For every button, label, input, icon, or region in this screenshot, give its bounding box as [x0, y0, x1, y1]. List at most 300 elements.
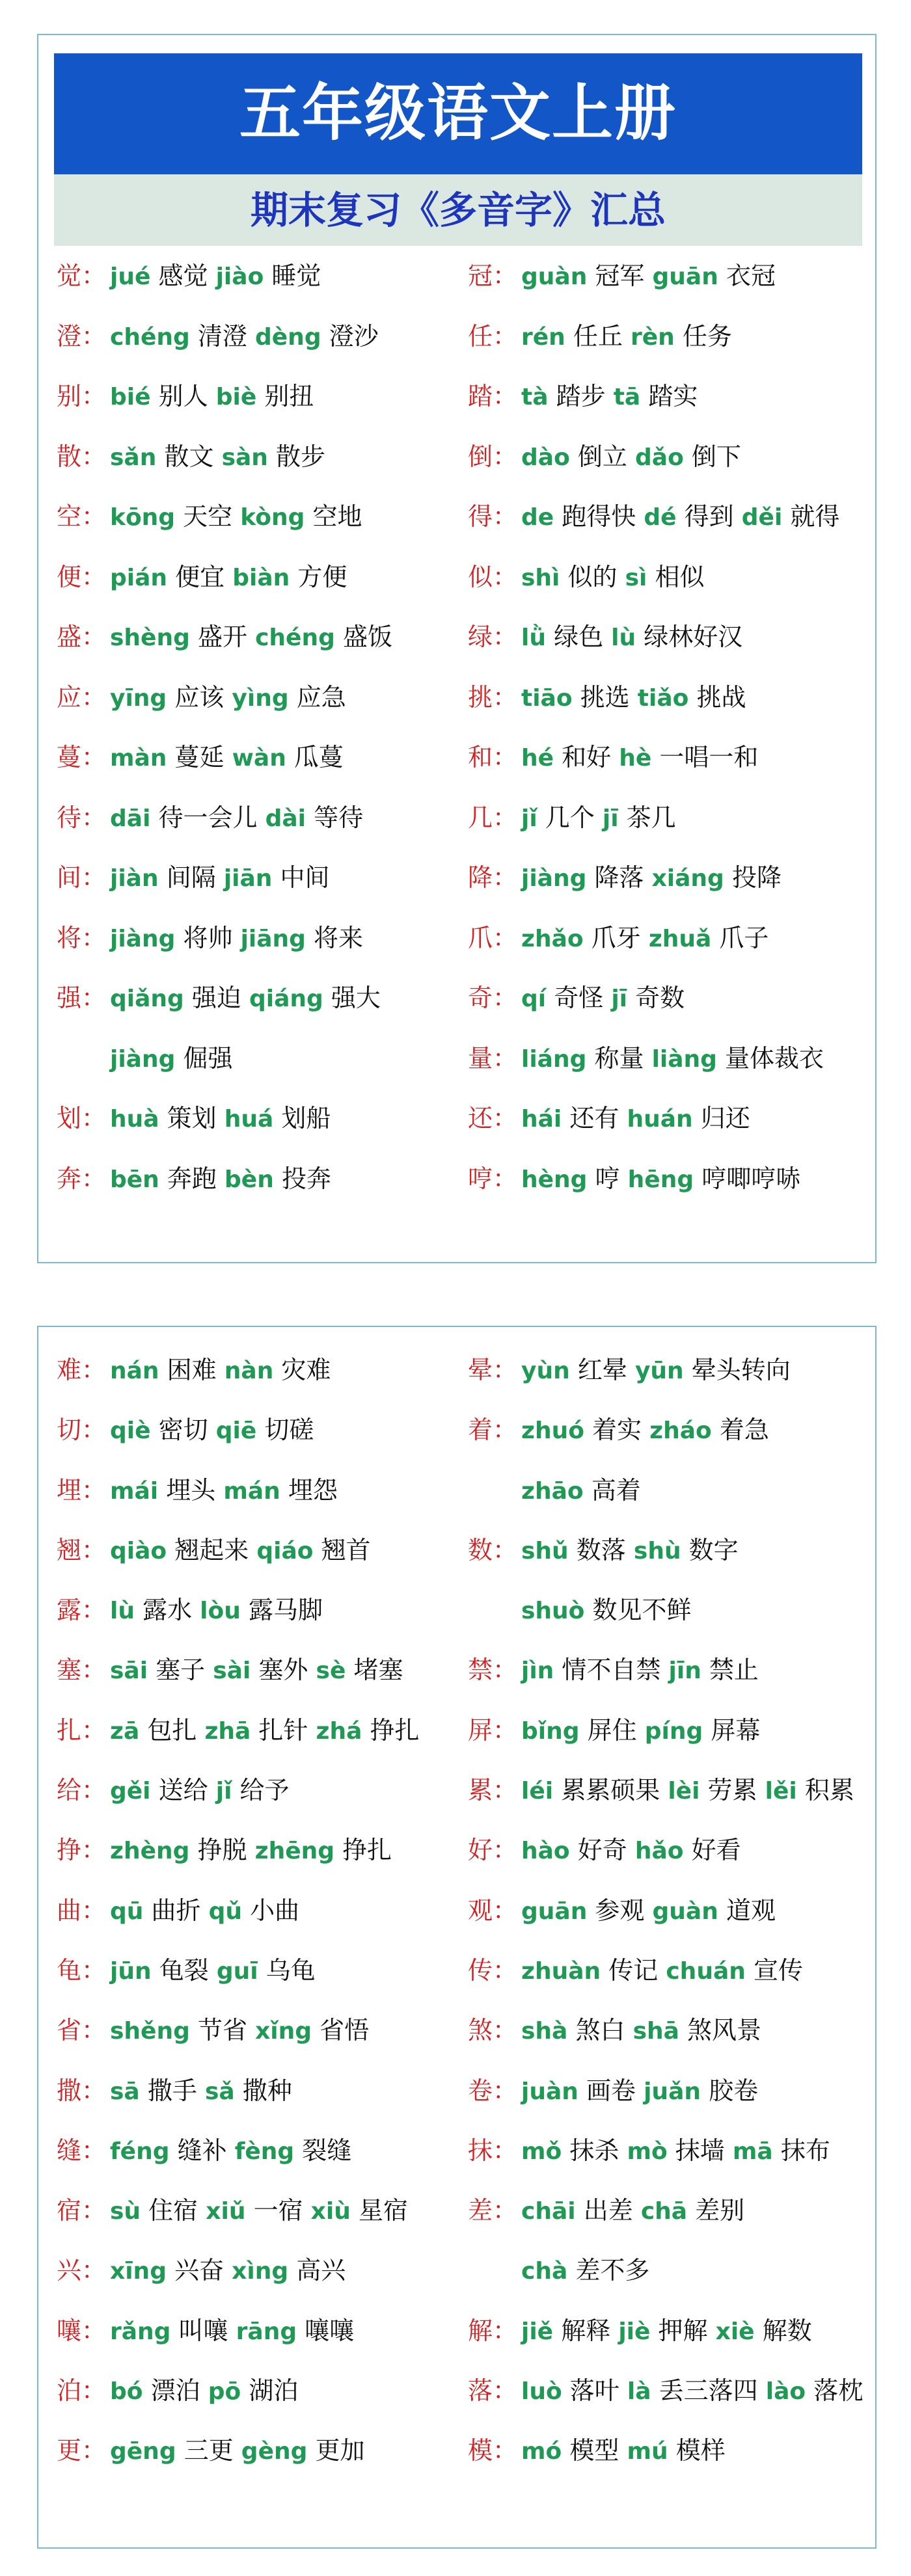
polyphone-entry [57, 1520, 460, 1580]
polyphone-char: 爪： [468, 923, 518, 952]
pinyin: shā [632, 2018, 679, 2045]
example-word: 量体裁衣 [725, 1043, 824, 1073]
pinyin: jūn [110, 1957, 152, 1985]
example-word: 切磋 [264, 1415, 314, 1445]
example-word: 晕头转向 [691, 1356, 791, 1384]
polyphone-char: 任： [468, 321, 518, 351]
pinyin: jiàng [110, 1045, 176, 1073]
pinyin: zhuó [521, 1417, 584, 1445]
polyphone-char: 龟： [57, 1955, 107, 1985]
polyphone-char: 数： [468, 1535, 518, 1564]
polyphone-char: 给： [57, 1776, 107, 1805]
example-word: 画卷 [586, 2076, 636, 2105]
example-word: 一宿 [253, 2196, 303, 2225]
right-column [468, 246, 871, 1209]
pinyin: guàn [521, 263, 588, 290]
example-word: 解数 [762, 2316, 812, 2345]
pinyin: rāng [236, 2318, 297, 2345]
pinyin: sù [110, 2198, 141, 2225]
polyphone-char: 兴： [57, 2256, 107, 2285]
polyphone-entry [468, 2180, 871, 2240]
polyphone-char: 和： [468, 743, 518, 771]
pinyin: nàn [224, 1358, 274, 1384]
example-word: 嚷嚷 [305, 2316, 355, 2345]
polyphone-char: 得： [468, 502, 518, 531]
pinyin: rèn [631, 323, 675, 351]
page-subtitle: 期末复习《多音字》汇总 [54, 174, 862, 246]
pinyin: dé [644, 504, 677, 531]
polyphone-entry [468, 1400, 871, 1460]
polyphone-entry [468, 1700, 871, 1760]
pinyin: jiàng [521, 865, 587, 892]
pinyin: lòu [200, 1598, 241, 1625]
example-word: 缝补 [177, 2136, 227, 2165]
example-word: 数见不鲜 [592, 1596, 692, 1625]
example-word: 数落 [576, 1535, 626, 1564]
example-word: 便宜 [175, 562, 225, 591]
pinyin: gěi [110, 1778, 151, 1805]
example-word: 塞子 [156, 1656, 206, 1685]
pinyin: sè [316, 1657, 346, 1685]
pinyin: chéng [110, 323, 190, 351]
polyphone-entry [57, 2180, 460, 2240]
pinyin: shuò [521, 1598, 585, 1625]
polyphone-char: 澄： [57, 321, 107, 351]
polyphone-char: 落： [468, 2376, 518, 2406]
polyphone-entry [468, 2361, 871, 2421]
pinyin: bié [110, 384, 151, 410]
example-word: 高着 [591, 1475, 641, 1505]
pinyin: shǔ [521, 1537, 569, 1564]
pinyin: tā [613, 384, 641, 410]
example-word: 送给 [158, 1776, 208, 1805]
polyphone-char: 应： [57, 682, 107, 712]
pinyin: jī [602, 805, 619, 832]
example-word: 困难 [167, 1356, 217, 1384]
example-word: 清澄 [197, 321, 247, 351]
example-word: 露水 [143, 1596, 193, 1625]
example-word: 好奇 [577, 1836, 627, 1865]
example-word: 灾难 [281, 1356, 331, 1384]
polyphone-char: 观： [468, 1896, 518, 1925]
example-word: 盛开 [197, 623, 247, 651]
example-word: 包扎 [147, 1715, 197, 1745]
example-word: 挣扎 [342, 1836, 392, 1865]
example-word: 漂泊 [150, 2376, 200, 2406]
example-word: 爪子 [719, 923, 769, 952]
example-word: 待一会儿 [158, 803, 258, 832]
polyphone-char: 挣： [57, 1836, 107, 1865]
polyphone-entry [57, 366, 460, 427]
pinyin: xiè [715, 2318, 755, 2345]
pinyin: xiǔ [206, 2198, 246, 2225]
pinyin: bǐng [521, 1717, 580, 1745]
pinyin: dǎo [635, 444, 684, 471]
pinyin: xìng [232, 2258, 289, 2285]
polyphone-entry [57, 1640, 460, 1700]
pinyin: bèn [224, 1166, 274, 1193]
example-word: 等待 [314, 803, 364, 832]
pinyin: shì [521, 564, 560, 591]
polyphone-entry [57, 788, 460, 848]
example-word: 埋头 [166, 1475, 216, 1505]
example-word: 茶几 [626, 803, 676, 832]
pinyin: xiáng [651, 865, 724, 892]
polyphone-entry [57, 1400, 460, 1460]
pinyin: hè [619, 745, 652, 771]
polyphone-char: 宿： [57, 2196, 107, 2225]
example-word: 一唱一和 [659, 743, 759, 771]
polyphone-char: 塞： [57, 1656, 107, 1685]
pinyin: yìng [232, 684, 289, 712]
pinyin: jué [110, 263, 151, 290]
pinyin: huà [110, 1106, 159, 1133]
pinyin: qiē [215, 1417, 257, 1445]
pinyin: zhǎo [521, 925, 584, 952]
polyphone-entry [57, 1460, 460, 1520]
pinyin: chuán [666, 1957, 746, 1985]
pinyin: rǎng [110, 2318, 171, 2345]
example-word: 省悟 [320, 2016, 370, 2045]
example-word: 模型 [569, 2436, 619, 2465]
pinyin: jī [611, 986, 627, 1012]
polyphone-entry [468, 2421, 871, 2480]
polyphone-entry [468, 1028, 871, 1089]
pinyin: juàn [521, 2078, 578, 2105]
pinyin: shà [521, 2018, 568, 2045]
example-word: 堵塞 [353, 1656, 403, 1685]
polyphone-entry [57, 2301, 460, 2361]
example-word: 好看 [691, 1836, 741, 1865]
polyphone-char: 好： [468, 1836, 518, 1865]
example-word: 累累硕果 [561, 1776, 660, 1805]
example-word: 传记 [608, 1955, 659, 1985]
pinyin: kōng [110, 504, 176, 531]
polyphone-char: 曲： [57, 1896, 107, 1925]
example-word: 湖泊 [249, 2376, 299, 2406]
example-word: 称量 [594, 1043, 644, 1073]
pinyin: guān [652, 263, 718, 290]
example-word: 和好 [562, 743, 612, 771]
pinyin: jǐ [215, 1778, 232, 1805]
example-word: 落叶 [569, 2376, 619, 2406]
pinyin: mó [521, 2438, 562, 2465]
pinyin: sàn [221, 444, 268, 471]
polyphone-char: 蔓： [57, 743, 107, 771]
example-word: 别人 [158, 382, 208, 410]
polyphone-char: 别： [57, 382, 107, 410]
example-word: 押解 [658, 2316, 708, 2345]
example-word: 倒立 [577, 442, 627, 471]
pinyin: jiàng [110, 925, 176, 952]
pinyin: zhuàn [521, 1957, 601, 1985]
polyphone-entry [57, 908, 460, 969]
example-word: 三更 [184, 2436, 234, 2465]
example-word: 兴奋 [174, 2256, 224, 2285]
polyphone-char: 似： [468, 562, 518, 591]
polyphone-char: 差： [468, 2196, 518, 2225]
polyphone-char: 觉： [57, 262, 107, 290]
pinyin: dào [521, 444, 570, 471]
polyphone-char: 将： [57, 923, 107, 952]
pinyin: de [521, 504, 554, 531]
polyphone-entry [57, 1340, 460, 1400]
polyphone-char: 传： [468, 1955, 518, 1985]
pinyin: mú [627, 2438, 668, 2465]
page-title: 五年级语文上册 [54, 53, 862, 174]
polyphone-entry [57, 727, 460, 788]
polyphone-entry [57, 1700, 460, 1760]
polyphone-entry [57, 2061, 460, 2121]
pinyin: sǎn [110, 444, 157, 471]
example-word: 更加 [315, 2436, 365, 2465]
pinyin: huán [627, 1106, 693, 1133]
example-word: 倔强 [183, 1043, 233, 1073]
example-word: 出差 [583, 2196, 633, 2225]
pinyin: gèng [241, 2438, 308, 2465]
example-word: 投奔 [281, 1164, 331, 1193]
example-word: 参观 [595, 1896, 645, 1925]
polyphone-char: 强： [57, 984, 107, 1012]
pinyin: bó [110, 2378, 143, 2406]
example-word: 煞风景 [687, 2016, 762, 2045]
example-word: 差不多 [575, 2256, 650, 2285]
pinyin: jīn [668, 1657, 701, 1685]
example-word: 相似 [655, 562, 705, 591]
polyphone-entry [468, 727, 871, 788]
polyphone-char: 泊： [57, 2376, 107, 2406]
polyphone-entry [57, 306, 460, 367]
example-word: 踏实 [648, 382, 698, 410]
polyphone-entry [468, 306, 871, 367]
pinyin: wàn [232, 745, 286, 771]
pinyin: xǐng [255, 2018, 312, 2045]
pinyin: chéng [255, 624, 335, 651]
pinyin: mái [110, 1477, 159, 1505]
example-word: 绿林好汉 [644, 623, 743, 651]
pinyin: jiào [215, 263, 264, 290]
pinyin: sāi [110, 1657, 148, 1685]
example-word: 露马脚 [248, 1596, 323, 1625]
example-word: 将来 [314, 923, 364, 952]
polyphone-entry [57, 1820, 460, 1880]
pinyin: děi [741, 504, 783, 531]
polyphone-entry [57, 607, 460, 667]
polyphone-char: 奔： [57, 1164, 107, 1193]
polyphone-entry [468, 848, 871, 908]
example-word: 抹墙 [675, 2136, 725, 2165]
polyphone-entry [57, 1028, 460, 1089]
pinyin: yīng [110, 684, 167, 712]
pinyin: jiě [521, 2318, 554, 2345]
polyphone-entry [468, 788, 871, 848]
polyphone-char: 省： [57, 2016, 107, 2045]
polyphone-entry [57, 547, 460, 608]
polyphone-char: 露： [57, 1596, 107, 1625]
pinyin: bēn [110, 1166, 159, 1193]
pinyin: jiè [618, 2318, 651, 2345]
polyphone-char: 绿： [468, 623, 518, 651]
polyphone-entry [57, 2421, 460, 2480]
polyphone-entry [57, 427, 460, 487]
polyphone-char: 嚷： [57, 2316, 107, 2345]
pinyin: sā [110, 2078, 140, 2105]
example-word: 任务 [682, 321, 732, 351]
example-word: 爪牙 [591, 923, 641, 952]
polyphone-entry [468, 2061, 871, 2121]
example-word: 奔跑 [167, 1164, 217, 1193]
pinyin: dāi [110, 805, 151, 832]
example-word: 住宿 [148, 2196, 198, 2225]
example-word: 方便 [297, 562, 347, 591]
pinyin: biàn [232, 564, 290, 591]
pinyin: píng [644, 1717, 703, 1745]
polyphone-char: 踏： [468, 382, 518, 410]
example-word: 落枕 [813, 2376, 863, 2406]
pinyin: zhá [316, 1717, 362, 1745]
polyphone-entry [468, 366, 871, 427]
example-word: 龟裂 [159, 1955, 209, 1985]
polyphone-char: 便： [57, 562, 107, 591]
example-word: 哼唧哼哧 [701, 1164, 801, 1193]
example-word: 埋怨 [288, 1475, 338, 1505]
example-word: 踏步 [556, 382, 606, 410]
example-word: 煞白 [575, 2016, 625, 2045]
pinyin: jǐ [521, 805, 537, 832]
pinyin: là [627, 2378, 651, 2406]
pinyin: sǎ [204, 2078, 235, 2105]
polyphone-char: 晕： [468, 1356, 518, 1384]
polyphone-entry [468, 1340, 871, 1400]
pinyin: hé [521, 745, 554, 771]
polyphone-char: 待： [57, 803, 107, 832]
pinyin: qiáng [249, 986, 323, 1012]
example-word: 给予 [239, 1776, 290, 1805]
polyphone-entry [57, 1088, 460, 1149]
example-word: 解释 [561, 2316, 611, 2345]
example-word: 挣脱 [197, 1836, 247, 1865]
example-word: 降落 [594, 863, 644, 892]
polyphone-entry [468, 1580, 871, 1640]
polyphone-char: 倒： [468, 442, 518, 471]
polyphone-entry [468, 1149, 871, 1209]
pinyin: jiāng [240, 925, 306, 952]
polyphone-char: 抹： [468, 2136, 518, 2165]
polyphone-entry [468, 487, 871, 547]
example-word: 密切 [158, 1415, 208, 1445]
example-word: 丢三落四 [659, 2376, 758, 2406]
polyphone-entry [57, 1940, 460, 2000]
example-word: 模样 [675, 2436, 726, 2465]
pinyin: mán [223, 1477, 280, 1505]
pinyin: zháo [649, 1417, 712, 1445]
example-word: 挣扎 [370, 1715, 420, 1745]
example-word: 任丘 [573, 321, 623, 351]
pinyin: hái [521, 1106, 562, 1133]
polyphone-entry [468, 1640, 871, 1700]
example-word: 乌龟 [265, 1955, 316, 1985]
polyphone-entry [57, 246, 460, 306]
example-word: 强迫 [191, 984, 241, 1012]
pinyin: zhāo [521, 1477, 584, 1505]
example-word: 数字 [688, 1535, 739, 1564]
example-word: 哼 [595, 1164, 620, 1193]
pinyin: guī [216, 1957, 258, 1985]
polyphone-entry [468, 2121, 871, 2180]
example-word: 应该 [174, 682, 224, 712]
pinyin: pián [110, 564, 168, 591]
example-word: 禁止 [709, 1656, 759, 1685]
pinyin: qiáo [256, 1537, 314, 1564]
pinyin: fèng [234, 2138, 295, 2165]
example-word: 冠军 [595, 262, 645, 290]
example-word: 奇怪 [554, 984, 604, 1012]
example-word: 塞外 [258, 1656, 308, 1685]
pinyin: nán [110, 1358, 159, 1384]
polyphone-entry [468, 908, 871, 969]
polyphone-char: 累： [468, 1776, 518, 1805]
pinyin: shěng [110, 2018, 190, 2045]
polyphone-entry [57, 667, 460, 728]
polyphone-char: 翘： [57, 1535, 107, 1564]
example-word: 跑得快 [562, 502, 636, 531]
pinyin: chāi [521, 2198, 576, 2225]
pinyin: xiù [310, 2198, 351, 2225]
pinyin: zhèng [110, 1838, 190, 1865]
example-word: 撒手 [147, 2076, 197, 2105]
example-word: 感觉 [158, 262, 208, 290]
pinyin: hào [521, 1838, 570, 1865]
polyphone-char: 间： [57, 863, 107, 892]
pinyin: guān [521, 1898, 588, 1925]
polyphone-char: 降： [468, 863, 518, 892]
pinyin: rén [521, 323, 565, 351]
polyphone-char: 盛： [57, 623, 107, 651]
example-word: 曲折 [151, 1896, 201, 1925]
example-word: 瓜蔓 [293, 743, 344, 771]
example-word: 还有 [569, 1104, 619, 1133]
polyphone-entry [57, 1760, 460, 1820]
pinyin: kòng [240, 504, 305, 531]
example-word: 道观 [726, 1896, 776, 1925]
pinyin: yūn [634, 1358, 684, 1384]
example-word: 散步 [276, 442, 326, 471]
polyphone-entry [468, 1460, 871, 1520]
polyphone-entry [57, 1149, 460, 1209]
polyphone-entry [468, 2240, 871, 2300]
polyphone-entry [57, 2000, 460, 2060]
pinyin: sì [625, 564, 647, 591]
example-word: 星宿 [358, 2196, 408, 2225]
pinyin: mā [732, 2138, 773, 2165]
left-column [57, 246, 460, 1209]
pinyin: luò [521, 2378, 562, 2406]
polyphone-char: 几： [468, 803, 518, 832]
example-word: 得到 [684, 502, 734, 531]
polyphone-char: 扎： [57, 1715, 107, 1745]
example-word: 小曲 [250, 1896, 300, 1925]
polyphone-char: 切： [57, 1415, 107, 1445]
example-word: 策划 [167, 1104, 217, 1133]
example-word: 翘首 [321, 1535, 371, 1564]
example-word: 强大 [331, 984, 381, 1012]
example-word: 节省 [197, 2016, 247, 2045]
pinyin: jìn [521, 1657, 554, 1685]
pinyin: mǒ [521, 2138, 562, 2165]
polyphone-char: 解： [468, 2316, 518, 2345]
example-word: 就得 [790, 502, 840, 531]
pinyin: shù [633, 1537, 681, 1564]
